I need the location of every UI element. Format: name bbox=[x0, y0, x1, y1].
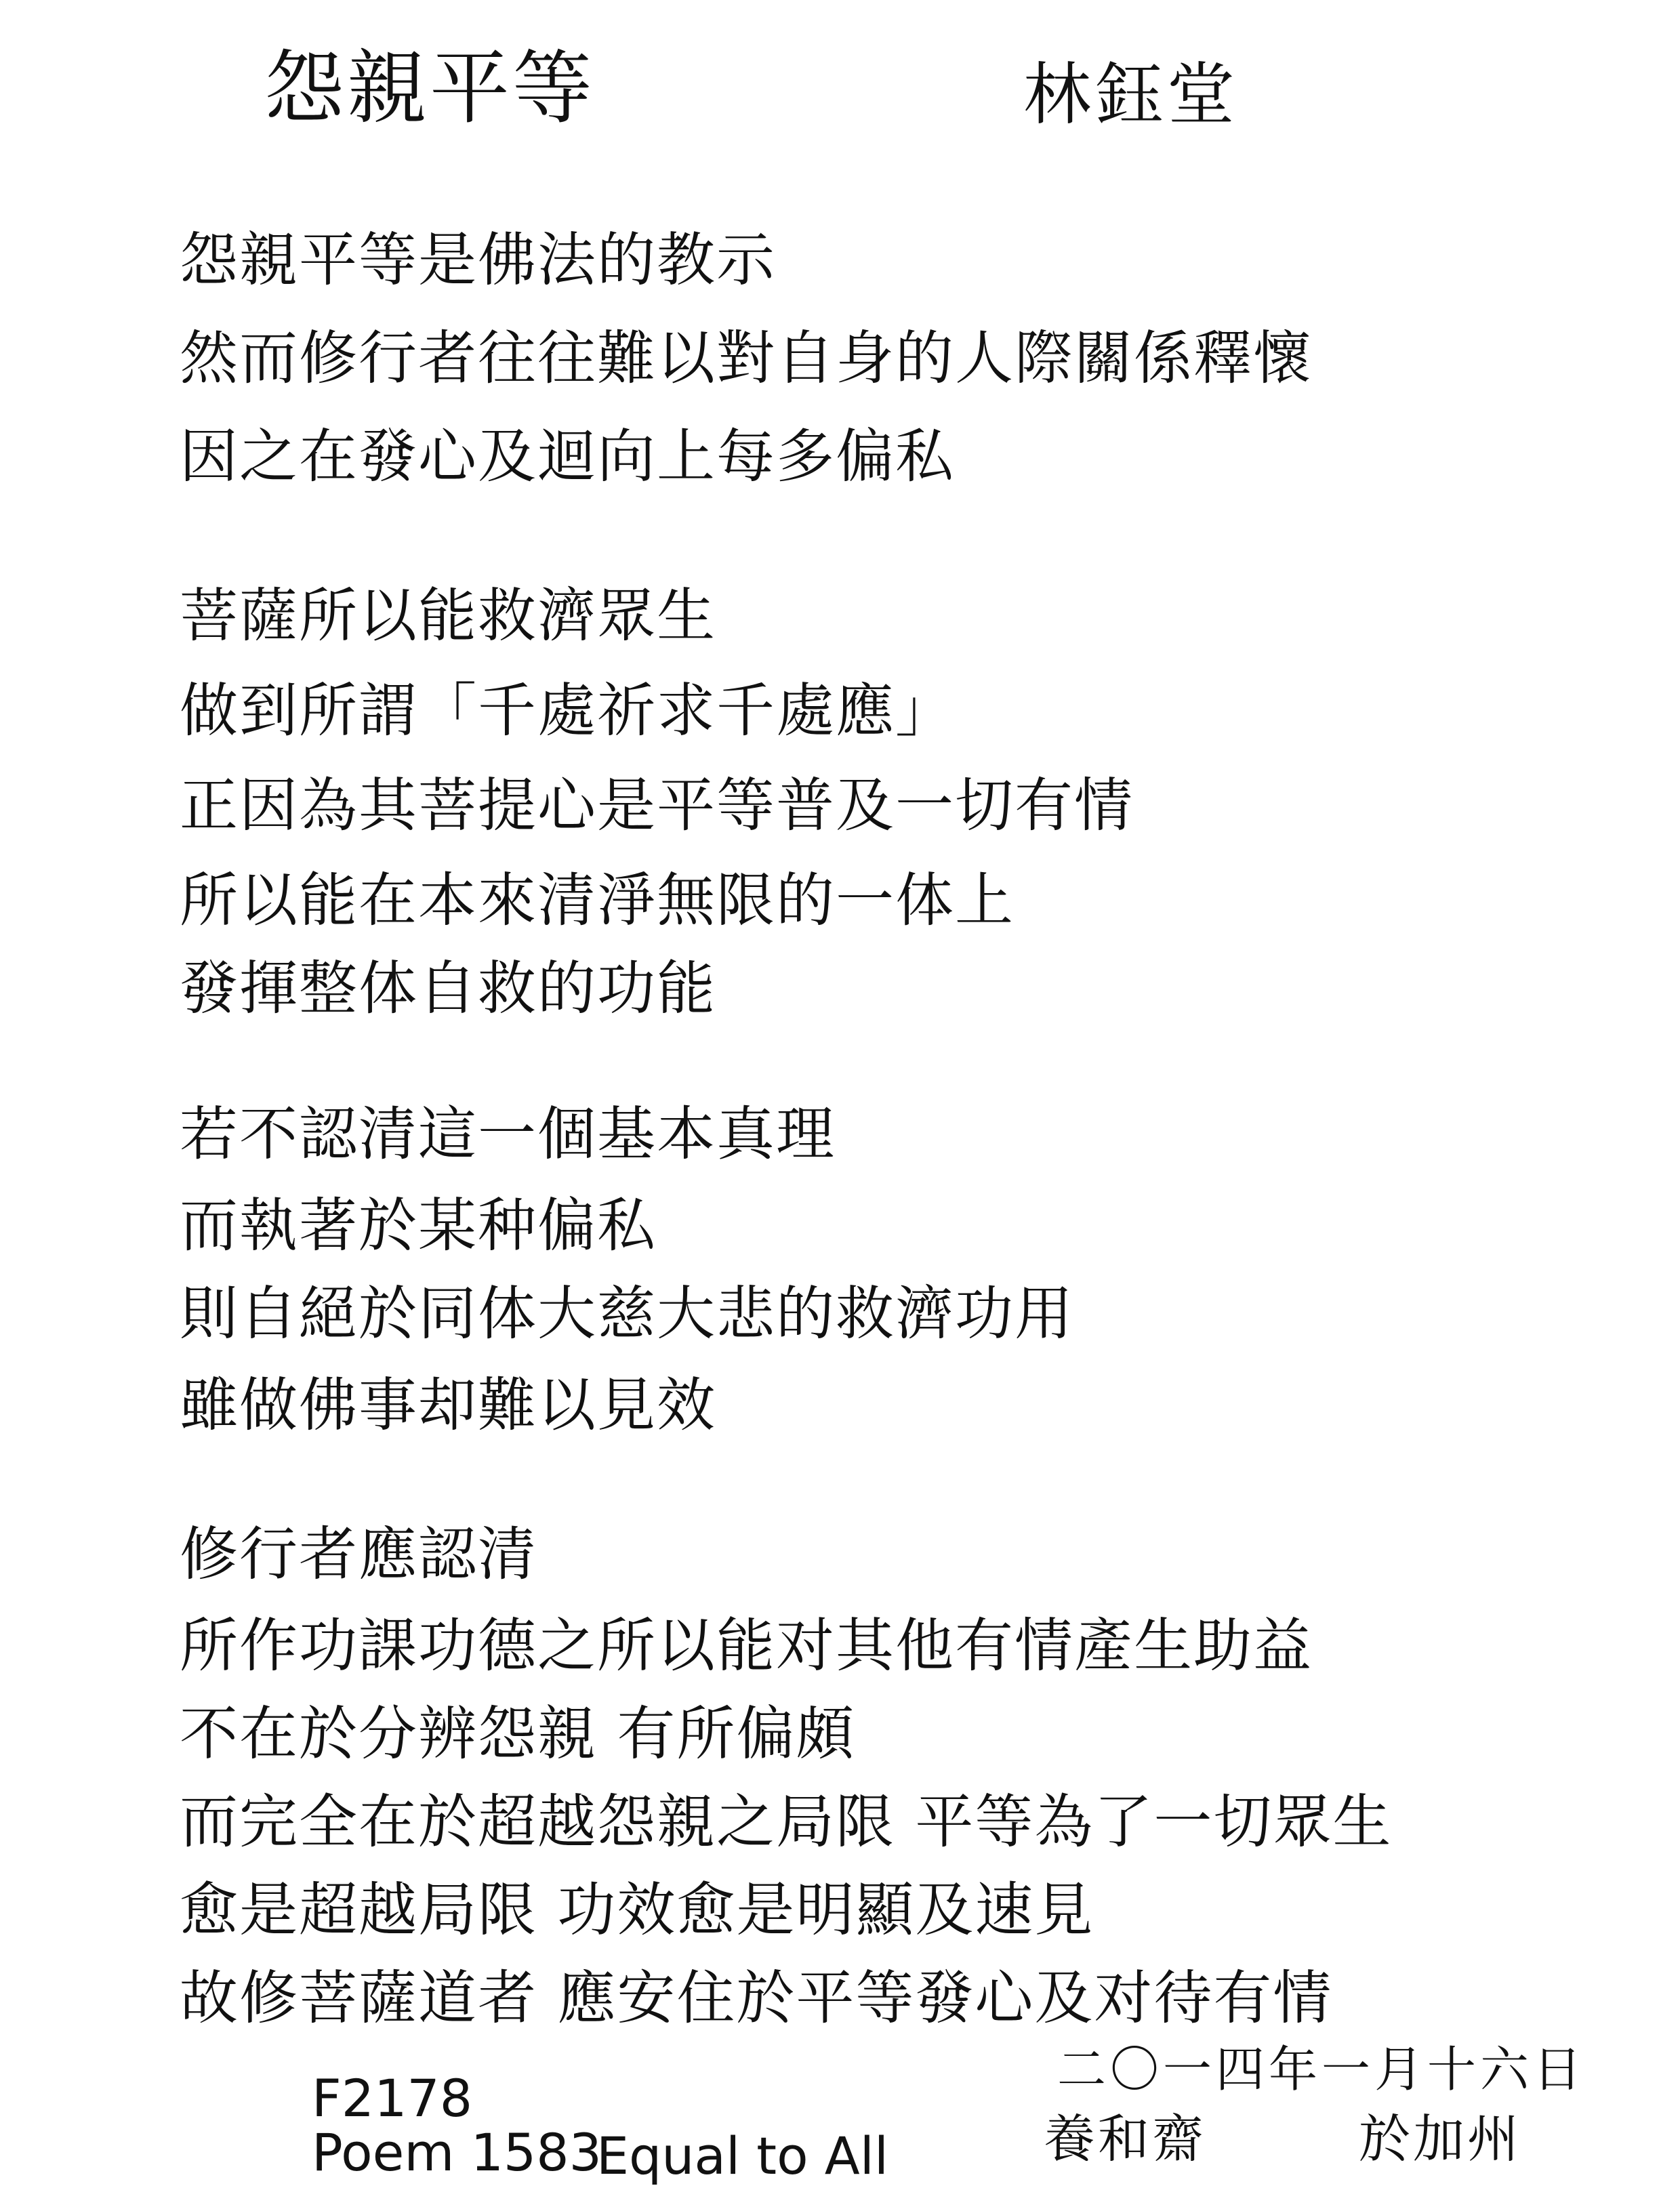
poem-line: 故修菩薩道者 應安住於平等發心及对待有情 bbox=[180, 1964, 1333, 2032]
date: 二〇一四年一月十六日 bbox=[1057, 2041, 1586, 2098]
poem-number: Poem 1583 bbox=[312, 2122, 602, 2183]
poem-line: 不在於分辨怨親 有所偏頗 bbox=[180, 1700, 856, 1768]
poem-line: 所作功課功德之所以能对其他有情產生助益 bbox=[180, 1612, 1313, 1680]
poem-line: 則自絕於同体大慈大悲的救濟功用 bbox=[180, 1280, 1074, 1348]
poem-line: 發揮整体自救的功能 bbox=[180, 955, 716, 1023]
poem-title: 怨親平等 bbox=[264, 41, 596, 135]
studio-name: 養和齋 bbox=[1044, 2109, 1206, 2169]
poem-line: 正因為其菩提心是平等普及一切有情 bbox=[180, 772, 1134, 840]
poem-line: 怨親平等是佛法的教示 bbox=[180, 226, 776, 294]
poem-line: 修行者應認清 bbox=[180, 1521, 537, 1588]
poem-line: 而執著於某种偏私 bbox=[180, 1192, 657, 1260]
poem-line: 若不認清這一個基本真理 bbox=[180, 1100, 836, 1168]
poem-line: 而完全在於超越怨親之局限 平等為了一切眾生 bbox=[180, 1788, 1393, 1856]
reference-code: F2178 bbox=[312, 2068, 473, 2128]
poem-line: 然而修行者往往難以對自身的人際關係釋懷 bbox=[180, 325, 1313, 392]
poem-line: 雖做佛事却難以見效 bbox=[180, 1371, 716, 1439]
poem-line: 所以能在本來清淨無限的一体上 bbox=[180, 867, 1015, 934]
poem-line: 因之在發心及迴向上每多偏私 bbox=[180, 423, 955, 491]
place: 於加州 bbox=[1359, 2109, 1521, 2169]
poem-english-title: Equal to All bbox=[596, 2126, 888, 2186]
poem-line: 愈是超越局限 功效愈是明顯及速見 bbox=[180, 1876, 1094, 1944]
poem-author: 林鈺堂 bbox=[1023, 55, 1239, 134]
poem-line: 菩薩所以能救濟眾生 bbox=[180, 582, 716, 650]
poem-line: 做到所謂「千處祈求千處應」 bbox=[180, 677, 955, 745]
